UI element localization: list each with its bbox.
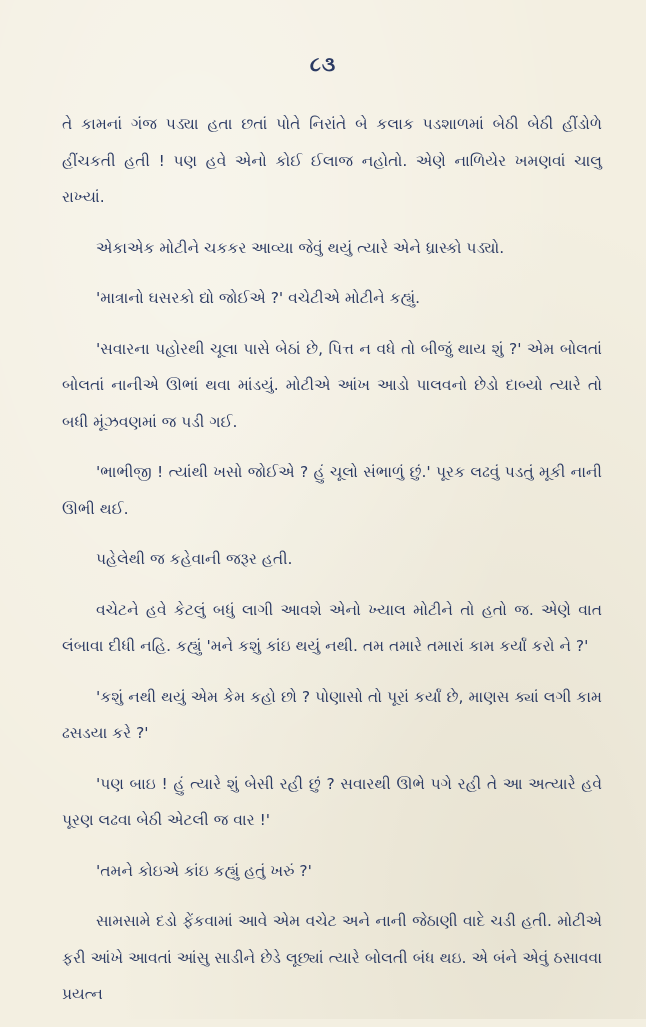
- paragraph: સામસામે દડો ફેંકવામાં આવે એમ વચેટ અને નાની જેઠાણી વાદે ચડી હતી. મોટીએ ફરી આંખે આવતાં આંસુ સાડીને છેડે લૂછ્યાં ત્યારે બોલતી બંધ થઇ. એ બંને એવું ઠસાવવા પ્રયત્ન: [62, 912, 602, 1003]
- body-text: [62, 106, 602, 1027]
- paragraph: 'ભાભીજી ! ત્યાંથી ખસો જોઈએ ? હું ચૂલો સંભાળું છું.' પૂરક લઢવું પડતું મૂકી નાની ઊભી થઈ.: [62, 463, 602, 518]
- paragraph: પહેલેથી જ કહેવાની જરૂર હતી.: [96, 550, 293, 568]
- paragraph: 'તમને કોઇએ કાંઇ કહ્યું હતું ખરું ?': [96, 861, 312, 880]
- paragraph: એકાએક મોટીને ચકકર આવ્યા જેવું થયું ત્યારે એને ધ્રાસ્કો પડ્યો.: [96, 238, 505, 257]
- paragraph: તે કામનાં ગંજ પડ્યા હતા છતાં પોતે નિરાંતે બે કલાક પડશાળમાં બેઠી બેઠી હીંડોળે હીંચકતી હતી ! પણ હવે એનો કોઈ ઈલાજ નહોતો. એણે નાળિયેર ખમણવાં ચાલુ રાખ્યાં.: [62, 115, 602, 206]
- paragraph: 'માત્રાનો ઘસરકો દ્યો જોઈએ ?' વચેટીએ મોટીને કહ્યું.: [96, 289, 421, 307]
- paragraph: 'પણ બાઇ ! હું ત્યારે શું બેસી રહી છું ? સવારથી ઊભે પગે રહી તે આ અત્યારે હવે પૂરણ લઢવા બેઠી એટલી જ વાર !': [62, 774, 602, 829]
- paragraph: 'સવારના પહોરથી ચૂલા પાસે બેઠાં છે, પિત્ત ન વધે તો બીજું થાય શું ?' એમ બોલતાં બોલતાં નાનીએ ઊભાં થવા માંડયું. મોટીએ આંખ આડો પાલવનો છેડો દાબ્યો ત્યારે તો બધી મૂંઝવણમાં જ પડી ગઈ.: [62, 339, 602, 431]
- paragraph: 'કશું નથી થયું એમ કેમ કહો છો ? પોણાસો તો પૂરાં કર્યાં છે, માણસ ક્યાં લગી કામ ઢસડયા કરે ?': [62, 687, 602, 742]
- paragraph: વચેટને હવે કેટલું બધું લાગી આવશે એનો ખ્યાલ મોટીને તો હતો જ. એણે વાત લંબાવા દીધી નહિ. કહ્યું 'મને કશું કાંઇ થયું નથી. તમ તમારે તમારાં કામ કર્યાં કરો ને ?': [62, 600, 602, 655]
- page-number: ૮૩: [309, 52, 337, 76]
